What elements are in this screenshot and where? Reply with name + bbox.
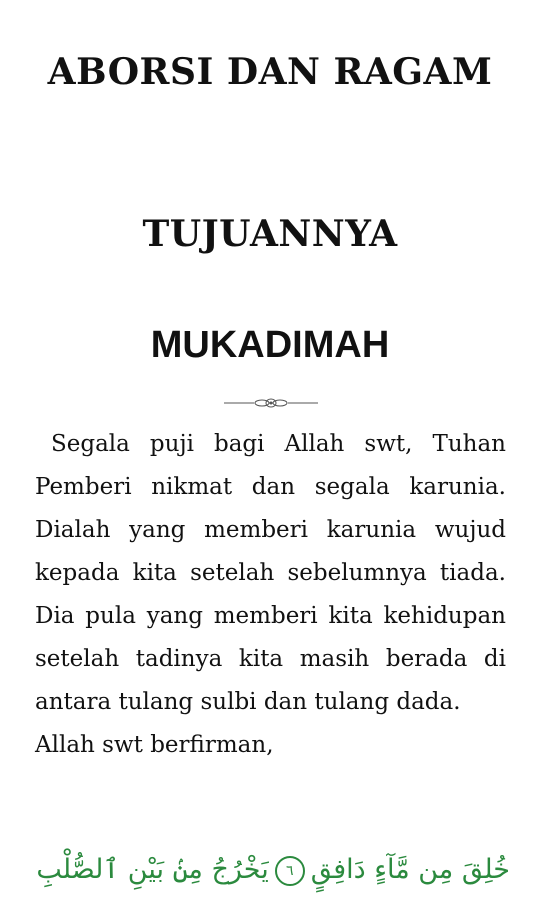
book-title-line-2: TUJUANNYA (142, 213, 398, 255)
verse-part-2: يَخْرُجُ مِنۢ بَيْنِ ٱلصُّلْبِ (36, 854, 269, 885)
quran-verse (30, 848, 510, 892)
article-body (35, 423, 506, 767)
decorative-divider-icon (224, 396, 318, 410)
quran-intro-line: Allah swt berfirman, (35, 732, 274, 758)
section-heading: MUKADIMAH (150, 324, 390, 366)
book-title-line-1: ABORSI DAN RAGAM (47, 51, 493, 93)
verse-part-1: خُلِقَ مِن مَّآءٍ دَافِقٍ (310, 854, 510, 885)
ayah-number-marker: ٦ (275, 856, 305, 886)
body-paragraph: Segala puji bagi Allah swt, Tuhan Pemberi nikmat dan segala karunia. Dialah yang memberi karunia wujud kepada kita setelah sebelumnya tiada. Dia pula yang memberi kita kehidupan setelah tadinya kita masih berada di antara tulang sulbi dan tulang dada. (35, 431, 506, 715)
